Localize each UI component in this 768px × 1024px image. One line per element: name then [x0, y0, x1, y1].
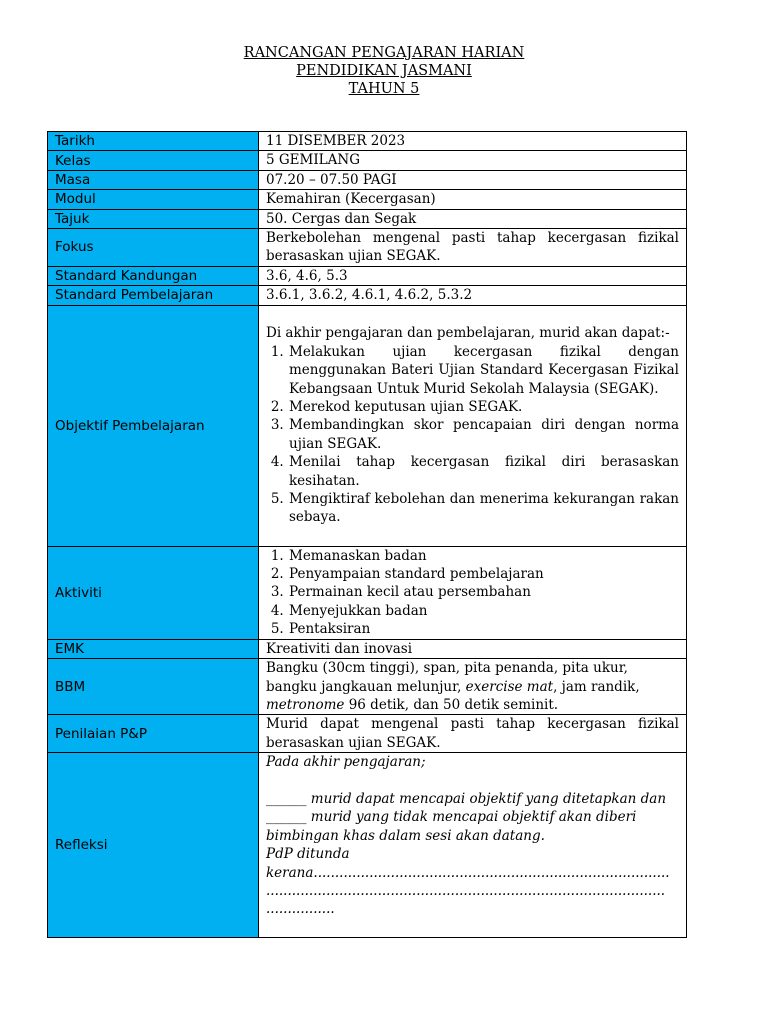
row-penilaian: [48, 715, 687, 753]
title-line-3: TAHUN 5: [348, 81, 420, 97]
label-standard-pembelajaran: Standard Pembelajaran: [48, 286, 259, 305]
aktiviti-item: 2. Penyampaian standard pembelajaran: [288, 565, 679, 583]
aktiviti-item: 4. Menyejukkan badan: [288, 602, 679, 620]
label-tarikh: Tarikh: [48, 132, 259, 151]
label-penilaian: Penilaian P&P: [48, 715, 259, 753]
row-fokus: [48, 229, 687, 267]
value-standard-kandungan: 3.6, 4.6, 5.3: [259, 266, 687, 285]
row-objektif: [48, 305, 687, 546]
value-objektif: [259, 305, 687, 546]
label-standard-kandungan: Standard Kandungan: [48, 266, 259, 285]
bbm-italic-2: metronome: [266, 696, 345, 713]
label-fokus: Fokus: [48, 229, 259, 267]
refleksi-line-4: kerana...................................................................................: [266, 864, 670, 881]
objektif-item: 1. Melakukan ujian kecergasan fizikal dengan menggunakan Bateri Ujian Standard Kecergasan Fizikal Kebangsaan Untuk Murid Sekolah Malaysia (SEGAK).: [288, 343, 679, 398]
title-line-1: RANCANGAN PENGAJARAN HARIAN: [243, 45, 525, 61]
refleksi-line-2: ______ murid dapat mencapai objektif yang ditetapkan dan ______ murid yang tidak mencapai objektif akan diberi bimbingan khas dalam sesi akan datang.: [266, 790, 667, 844]
row-masa: [48, 170, 687, 189]
refleksi-line-5: .............................................................................................: [266, 882, 666, 899]
row-kelas: [48, 151, 687, 170]
title-line-2: PENDIDIKAN JASMANI: [296, 63, 472, 79]
value-penilaian: Murid dapat mengenal pasti tahap kecergasan fizikal berasaskan ujian SEGAK.: [259, 715, 687, 753]
row-standard-kandungan: [48, 266, 687, 285]
value-tarikh: 11 DISEMBER 2023: [259, 132, 687, 151]
refleksi-line-3: PdP ditunda: [266, 846, 350, 863]
value-fokus: Berkebolehan mengenal pasti tahap kecergasan fizikal berasaskan ujian SEGAK.: [259, 229, 687, 267]
label-modul: Modul: [48, 190, 259, 209]
lesson-plan-table: [47, 131, 687, 938]
value-emk: Kreativiti dan inovasi: [259, 639, 687, 658]
row-bbm: [48, 659, 687, 715]
value-standard-pembelajaran: 3.6.1, 3.6.2, 4.6.1, 4.6.2, 5.3.2: [259, 286, 687, 305]
label-kelas: Kelas: [48, 151, 259, 170]
value-modul: Kemahiran (Kecergasan): [259, 190, 687, 209]
row-tarikh: [48, 132, 687, 151]
bbm-text-2: , jam randik,: [553, 678, 640, 695]
value-masa: 07.20 – 07.50 PAGI: [259, 170, 687, 189]
bbm-italic-1: exercise mat: [465, 678, 554, 695]
row-emk: [48, 639, 687, 658]
label-objektif: Objektif Pembelajaran: [48, 305, 259, 546]
objektif-item: 5. Mengiktiraf kebolehan dan menerima kekurangan rakan sebaya.: [288, 490, 679, 527]
label-masa: Masa: [48, 170, 259, 189]
aktiviti-item: 5. Pentaksiran: [288, 620, 679, 638]
row-modul: [48, 190, 687, 209]
aktiviti-item: 1. Memanaskan badan: [288, 547, 679, 565]
objektif-item: 2. Merekod keputusan ujian SEGAK.: [288, 398, 679, 416]
label-aktiviti: Aktiviti: [48, 546, 259, 639]
objektif-item: 3. Membandingkan skor pencapaian diri dengan norma ujian SEGAK.: [288, 416, 679, 453]
label-refleksi: Refleksi: [48, 753, 259, 938]
objektif-intro: Di akhir pengajaran dan pembelajaran, murid akan dapat:-: [266, 325, 670, 342]
objektif-item: 4. Menilai tahap kecergasan fizikal diri berasaskan kesihatan.: [288, 453, 679, 490]
row-aktiviti: [48, 546, 687, 639]
row-standard-pembelajaran: [48, 286, 687, 305]
label-emk: EMK: [48, 639, 259, 658]
value-kelas: 5 GEMILANG: [259, 151, 687, 170]
refleksi-line-6: ................: [266, 901, 335, 918]
value-tajuk: 50. Cergas dan Segak: [259, 209, 687, 228]
row-tajuk: [48, 209, 687, 228]
refleksi-spacer: [266, 772, 679, 790]
label-bbm: BBM: [48, 659, 259, 715]
bbm-text-3: 96 detik, dan 50 detik seminit.: [344, 696, 559, 713]
objektif-list: [266, 343, 679, 527]
label-tajuk: Tajuk: [48, 209, 259, 228]
bbm-text-1: Bangku (30cm tinggi), span, pita penanda, pita ukur, bangku jangkauan melunjur,: [266, 660, 628, 695]
refleksi-line-1: Pada akhir pengajaran;: [266, 754, 426, 771]
row-refleksi: [48, 753, 687, 938]
value-bbm: [259, 659, 687, 715]
value-refleksi: [259, 753, 687, 938]
aktiviti-list: [266, 547, 679, 639]
value-aktiviti: [259, 546, 687, 639]
aktiviti-item: 3. Permainan kecil atau persembahan: [288, 583, 679, 601]
document-header: [0, 44, 768, 98]
